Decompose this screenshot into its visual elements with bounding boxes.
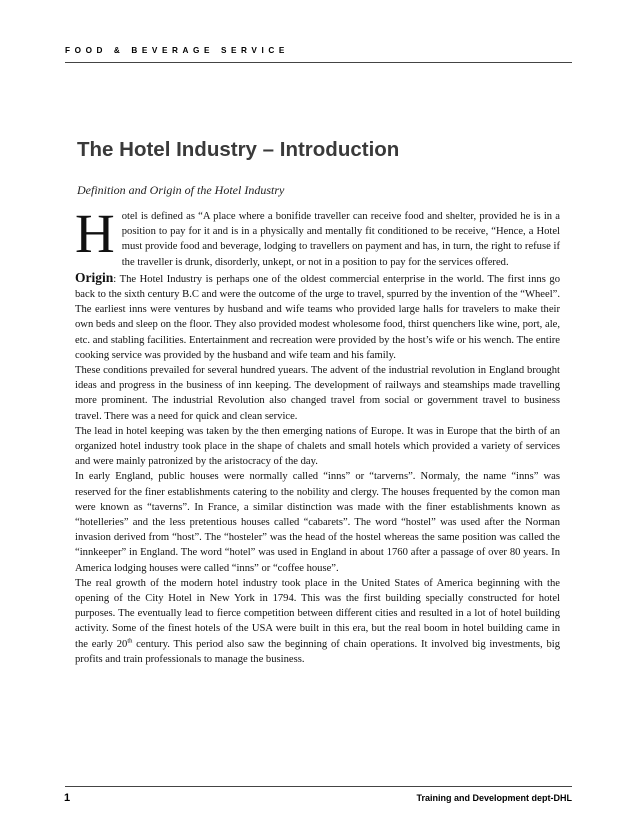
paragraph-usa: [75, 576, 560, 667]
paragraph-europe: The lead in hotel keeping was taken by the then emerging nations of Europe. It was in Europe that the birth of an organized hotel industry took place in the shape of chalets and small hotels which provided a variety of services and were mainly patronized by the aristocracy of the day.: [75, 425, 560, 468]
paragraph-england: In early England, public houses were normally called “inns” or “tarverns”. Normaly, the name “inns” was reserved for the finer establishments catering to the nobility and clergy. The houses frequented by the comon man were known as “taverns”. In France, a similar distinction was made with the finer establishments known as “hotelleries” and the less pretentious houses called “cabarets”. The word “hostel” was used after the Norman invasion derived from “host”. The “hosteler” was the head of the hostel whereas the same position was called the “innkeeper” in England. The word “hotel” was used in England in about 1760 after a passage of over 80 years. In America lodging houses were called “inns” or “coffee house”.: [75, 471, 560, 574]
drop-cap: H: [75, 203, 115, 264]
body-text: [75, 203, 560, 667]
usa-text-start: The real growth of the modern hotel industry took place in the United States of America beginning with the opening of the City Hotel in New York in 1794. This was the first building specially constructed for hotel purposes. The eventually lead to fierce competition between different cities and resulted in a lot of hotel building activity. Some of the finest hotels of the USA were built in this era, but the real boom in hotel building came in the early 20: [75, 577, 560, 650]
running-header: FOOD & BEVERAGE SERVICE: [65, 46, 289, 55]
origin-text: : The Hotel Industry is perhaps one of the oldest commercial enterprise in the world. The first inns go back to the sixth century B.C and were the outcome of the urge to travel, spurred by the invention of the “Wheel”. The earliest inns were ventures by husband and wife teams who provided large halls for travelers to make their own beds and sleep on the floor. They also provided modest wholesome food, thirst quenchers like wine, port, ale, etc. and stabling facilities. Entertainment and recreation were provided by the host’s wife or his wench. The entire cooking service was provided by the husband and wife team and his family.: [75, 273, 560, 361]
usa-text-end: century. This period also saw the beginning of chain operations. It involved big investments, big profits and train professionals to manage the business.: [75, 638, 560, 665]
section-subtitle: Definition and Origin of the Hotel Industry: [77, 183, 285, 197]
ordinal-superscript: th: [127, 637, 133, 645]
page-number: 1: [64, 792, 71, 804]
definition-paragraph: [75, 203, 560, 270]
definition-text: otel is defined as “A place where a bonifide traveller can receive food and shelter, provided he is in a position to pay for it and is in a physically and mentally fit conditioned to be receive, “Hence, a Hotel must provide food and beverage, lodging to travellers on payment and has, in turn, the right to refuse if the traveller is drunk, disorderly, unkept, or not in a position to pay for the services offered.: [121, 211, 560, 268]
origin-paragraph: [75, 270, 560, 363]
paragraph-conditions: These conditions prevailed for several hundred yuears. The advent of the industrial revolution in England brought ideas and progress in the business of inn keeping. The development of railways and steamships made travelling more prominent. The industrial Revolution also changed travel from social or government travel to business travel. There was a need for quick and clean service.: [75, 365, 560, 422]
footer-credit: Training and Development dept-DHL: [416, 793, 572, 803]
footer-rule: [65, 786, 572, 787]
page-title: The Hotel Industry – Introduction: [77, 138, 400, 161]
origin-heading: Origin: [75, 269, 114, 285]
header-rule: [65, 62, 572, 63]
